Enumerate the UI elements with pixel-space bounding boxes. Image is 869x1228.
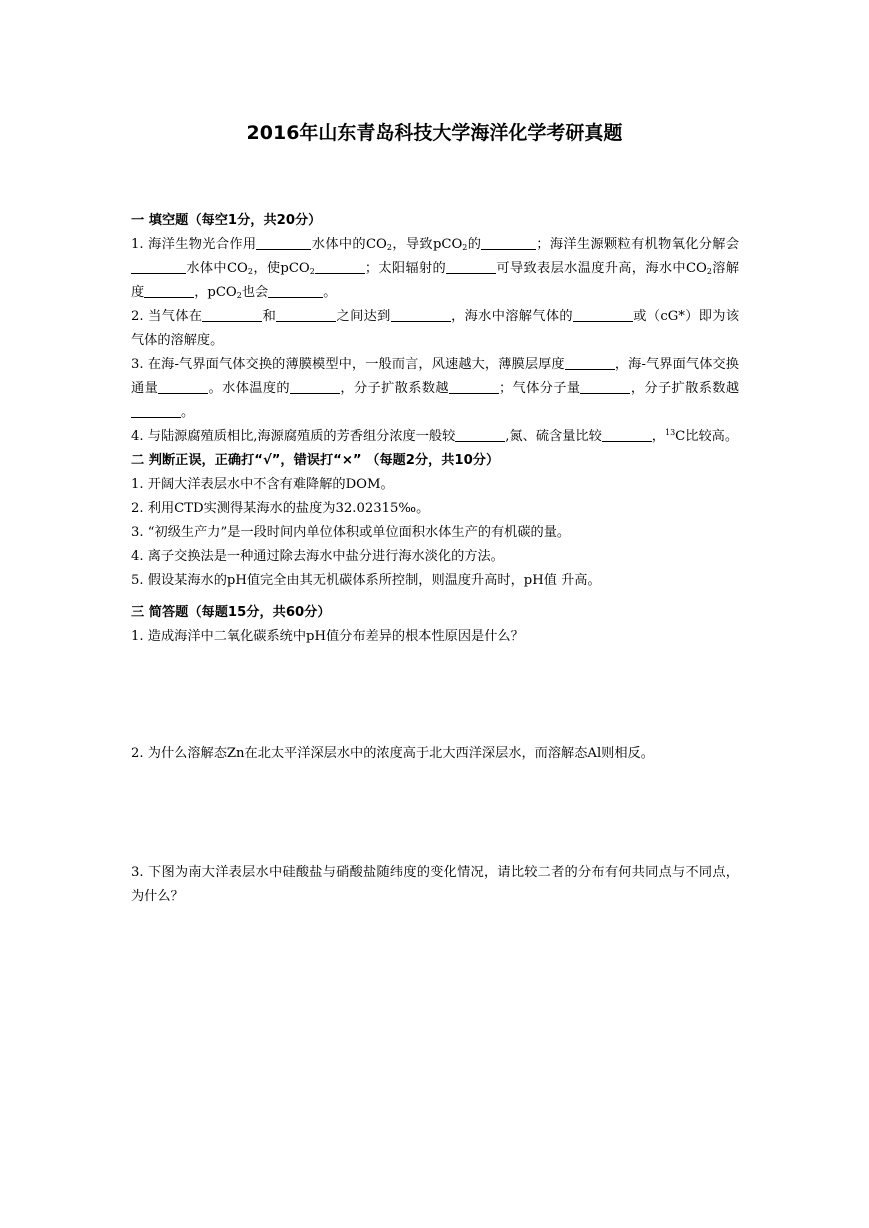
s2-item-4: 4. 离子交换法是一种通过除去海水中盐分进行海水淡化的方法。 bbox=[131, 549, 504, 564]
answer-blank bbox=[481, 235, 536, 250]
answer-blank bbox=[391, 307, 451, 322]
answer-blank bbox=[580, 379, 630, 394]
s1-question-4: 4. 与陆源腐殖质相比,海源腐殖质的芳香组分浓度一般较 ,氮、硫含量比较 ，$^{13}$C比较高。 bbox=[131, 428, 739, 444]
s2-item-3: 3. “初级生产力”是一段时间内单位体积或单位面积水体生产的有机碳的量。 bbox=[131, 525, 571, 540]
s3-question-1: 1. 造成海洋中二氧化碳系统中pH值分布差异的根本性原因是什么？ bbox=[131, 629, 524, 644]
answer-blank bbox=[268, 283, 323, 298]
section-1-heading: 一 填空题（每空1分，共20分） bbox=[131, 213, 322, 228]
answer-blank bbox=[256, 235, 311, 250]
s3-question-2: 2. 为什么溶解态Zn在北太平洋深层水中的浓度高于北大西洋深层水，而溶解态Al则相反。 bbox=[131, 746, 654, 761]
s1-question-3: 3. 在海-气界面气体交换的薄膜模型中，一般而言，风速越大，薄膜层厚度 ，海-气界面气体交换通量 。水体温度的 ，分子扩散系数越 ；气体分子量 ，分子扩散系数越。 bbox=[131, 357, 740, 420]
section-3-heading: 三 简答题（每题15分，共60分） bbox=[131, 605, 331, 620]
answer-blank bbox=[455, 427, 505, 442]
answer-blank bbox=[290, 379, 340, 394]
answer-blank bbox=[446, 259, 496, 274]
page-title: 2016年山东青岛科技大学海洋化学考研真题 bbox=[246, 122, 623, 144]
answer-blank bbox=[276, 307, 336, 322]
exam-content bbox=[131, 209, 739, 909]
s2-item-5: 5. 假设某海水的pH值完全由其无机碳体系所控制，则温度升高时，pH值 升高。 bbox=[131, 573, 601, 588]
answer-blank bbox=[573, 307, 633, 322]
answer-space bbox=[131, 649, 739, 737]
answer-blank bbox=[158, 379, 208, 394]
s1-question-1: 1. 海洋生物光合作用 水体中的$CO_2$，导致pCO$_2$的 ；海洋生源颗粒有机物氧化分解会水体中$CO_2$，使pCO$_2$ ；太阳辐射的 可导致表层水温度升高，海水中$CO_2$溶解度 ，pCO$_2$也会 。 bbox=[131, 237, 740, 300]
answer-blank bbox=[131, 403, 181, 418]
answer-blank bbox=[449, 379, 499, 394]
answer-blank bbox=[202, 307, 262, 322]
answer-blank bbox=[144, 283, 194, 298]
answer-blank bbox=[315, 259, 365, 274]
answer-space bbox=[131, 766, 739, 857]
s3-question-3: 3. 下图为南大洋表层水中硅酸盐与硝酸盐随纬度的变化情况，请比较二者的分布有何共同点与不同点，为什么？ bbox=[131, 865, 739, 904]
answer-blank bbox=[565, 355, 615, 370]
s2-item-1: 1. 开阔大洋表层水中不含有难降解的DOM。 bbox=[131, 477, 394, 492]
s1-question-2: 2. 当气体在 和 之间达到 ，海水中溶解气体的 或（cG*）即为该气体的溶解度。 bbox=[131, 309, 740, 348]
answer-blank bbox=[131, 259, 186, 274]
s2-item-2: 2. 利用CTD实测得某海水的盐度为32.02315‰。 bbox=[131, 501, 430, 516]
answer-blank bbox=[602, 427, 652, 442]
section-2-heading: 二 判断正误，正确打“√”，错误打“×” （每题2分，共10分） bbox=[131, 453, 500, 468]
